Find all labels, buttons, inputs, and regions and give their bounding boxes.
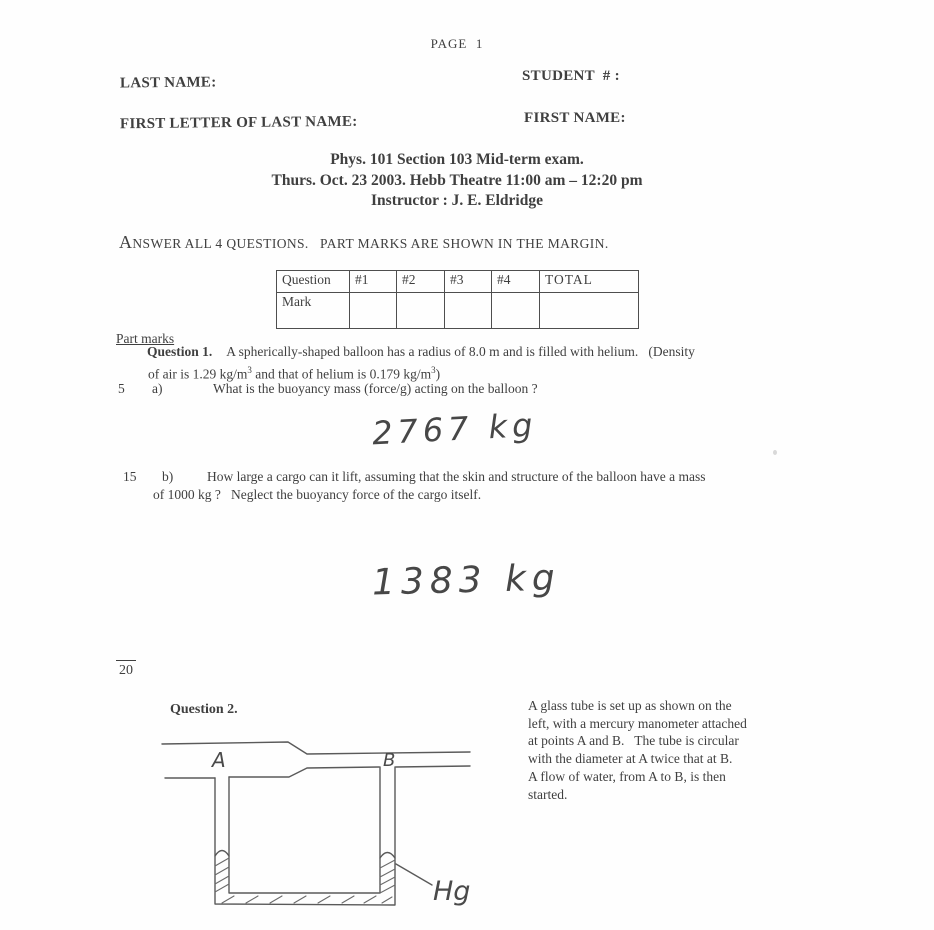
- q1a-handwritten-answer: 2767 kg: [371, 405, 539, 453]
- question1-label: Question 1.: [147, 344, 213, 359]
- question1-intro-line1: [147, 343, 695, 361]
- header-cell-q2: #2: [397, 271, 445, 293]
- header-cell-q4: #4: [492, 271, 540, 293]
- mercury-meniscus-right: [380, 853, 395, 859]
- mark-row-label: Mark: [277, 293, 350, 329]
- page-number: PAGE 1: [430, 36, 484, 51]
- q2-description-line: with the diameter at A twice that at B.: [528, 751, 733, 767]
- q2-description-line: A glass tube is set up as shown on the: [528, 698, 732, 713]
- utube-inner-wall: [229, 767, 380, 893]
- q1-total-marks: 20: [116, 660, 136, 679]
- q1a-letter: a): [152, 381, 163, 396]
- mark-cell-q1: [350, 293, 397, 329]
- q2-description-line: started.: [528, 786, 568, 802]
- mercury-hatching: [215, 858, 395, 903]
- q1b-handwritten-answer: 1383 kg: [371, 557, 562, 604]
- first-name-label: FIRST NAME:: [524, 110, 626, 126]
- marks-table: [276, 270, 639, 329]
- q1-superscript-b: 3: [431, 365, 436, 375]
- q2-description-line: A flow of water, from A to B, is then: [528, 768, 726, 784]
- exam-title-line-3: Instructor : J. E. Eldridge: [371, 192, 543, 209]
- mark-cell-q2: [397, 293, 445, 329]
- marks-table-header-row: [277, 271, 639, 293]
- question2-heading: Question 2.: [170, 702, 238, 717]
- diagram-label-a: A: [212, 748, 226, 772]
- header-cell-question: Question: [277, 271, 350, 293]
- question2-description: [528, 697, 747, 803]
- first-letter-of-last-name-label: FIRST LETTER OF LAST NAME:: [119, 113, 358, 133]
- q1-intro-2c: ): [435, 366, 441, 382]
- pipe-bottom-middle-segment: [229, 767, 379, 777]
- mark-cell-total: [540, 293, 639, 329]
- student-number-label: STUDENT # :: [522, 68, 620, 84]
- diagram-label-b: B: [383, 750, 396, 771]
- q1b-margin-marks: 15: [123, 469, 137, 484]
- q1-intro-2a: of air is 1.29 kg/m: [148, 366, 248, 382]
- q1b-question-text-line1: How large a cargo can it lift, assuming that the skin and structure of the balloon have a mass: [207, 469, 706, 484]
- question1-intro-text: A spherically-shaped balloon has a radius of 8.0 m and is filled with helium. (Density: [226, 344, 695, 359]
- header-cell-q1: #1: [350, 271, 397, 293]
- pipe-bottom-right-segment: [396, 766, 470, 767]
- instructions-rest: NSWER ALL 4 QUESTIONS. PART MARKS ARE SHOWN IN THE MARGIN.: [132, 236, 609, 251]
- q1b-letter: b): [162, 469, 174, 484]
- marks-table-mark-row: [277, 293, 639, 329]
- mark-cell-q3: [445, 293, 492, 329]
- instructions-line: [119, 232, 609, 253]
- exam-title-line-2: Thurs. Oct. 23 2003. Hebb Theatre 11:00 am – 12:20 pm: [271, 171, 643, 189]
- utube-outer-wall: [215, 767, 395, 905]
- exam-title-block: [0, 150, 914, 212]
- part-marks-heading: Part marks: [116, 331, 175, 346]
- q1a-question-text: What is the buoyancy mass (force/g) acting on the balloon ?: [213, 381, 538, 396]
- q2-description-line: at points A and B. The tube is circular: [528, 733, 739, 749]
- last-name-label: LAST NAME:: [119, 74, 217, 92]
- q1-superscript-a: 3: [247, 365, 252, 375]
- scan-speck: [773, 450, 777, 455]
- hg-leader-line: [396, 864, 432, 885]
- header-cell-q3: #3: [445, 271, 492, 293]
- diagram-label-hg: Hg: [433, 876, 471, 907]
- q1a-margin-marks: 5: [118, 381, 125, 396]
- q1-intro-2b: and that of helium is 0.179 kg/m: [251, 366, 432, 382]
- q2-description-line: left, with a mercury manometer attached: [528, 715, 747, 731]
- header-cell-total: TOTAL: [540, 271, 639, 293]
- pipe-top-line: [162, 742, 470, 754]
- instructions-initial: A: [119, 232, 133, 252]
- exam-title-line-1: Phys. 101 Section 103 Mid-term exam.: [330, 151, 584, 168]
- mercury-meniscus-left: [215, 851, 229, 857]
- manometer-diagram: [152, 733, 487, 923]
- q1b-question-text-line2: of 1000 kg ? Neglect the buoyancy force of the cargo itself.: [153, 487, 482, 502]
- mark-cell-q4: [492, 293, 540, 329]
